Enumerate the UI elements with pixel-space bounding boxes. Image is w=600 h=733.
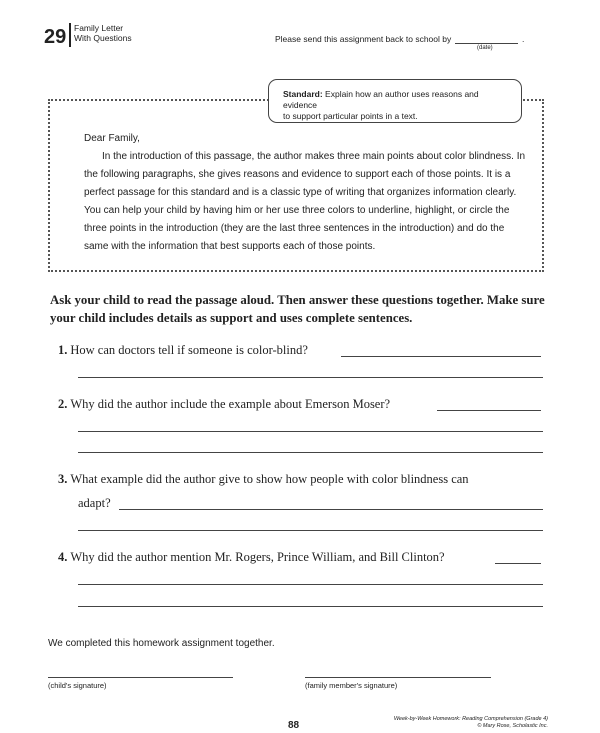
question-number: 1. [58,343,68,357]
question-number: 2. [58,397,68,411]
date-field[interactable] [455,43,518,44]
question-2 [58,397,390,412]
assignment-number: 29 [44,26,67,48]
header-divider [69,23,71,47]
standard-box [268,79,522,123]
child-signature-label: (child's signature) [48,681,107,690]
question-text: Why did the author mention Mr. Rogers, Prince William, and Bill Clinton? [70,550,445,564]
question-number: 4. [58,550,68,564]
footer-book: Week-by-Week Homework: Reading Comprehension (Grade 4) [393,716,548,722]
question-3-continued: adapt? [78,496,111,510]
date-label: (date) [477,45,493,51]
answer-line[interactable] [437,410,541,411]
page-number: 88 [288,720,300,731]
question-1 [58,343,308,358]
title-line-2: With Questions [74,33,132,43]
standard-text-1: Explain how an author uses reasons and evidence [283,89,479,110]
footer-copyright: © Mary Rose, Scholastic Inc. [477,723,548,729]
answer-line[interactable] [78,431,543,432]
title-line-1: Family Letter [74,23,124,33]
question-3 [58,472,469,487]
standard-text-2: to support particular points in a text. [283,111,418,121]
family-signature-label: (family member's signature) [305,681,398,690]
page-title [74,23,132,43]
question-text: What example did the author give to show how people with color blindness can [70,472,469,486]
question-text: How can doctors tell if someone is color-blind? [70,343,308,357]
letter-body: In the introduction of this passage, the author makes three main points about color blindness. In the following paragraphs, she gives reasons and evidence to support each of those points. It is a perfect passage for this standard and is a classic type of writing that organizes information clearly. You can help your child by having him or her use three colors to underline, highlight, or circle the three points in the introduction (they are the last three sentences in the introduction) and do the same with the information that best supports each of those points. [84,151,526,252]
letter-greeting: Dear Family, [84,133,140,144]
answer-line[interactable] [78,452,543,453]
question-number: 3. [58,472,68,486]
answer-line[interactable] [119,509,543,510]
family-letter [84,130,530,256]
answer-line[interactable] [341,356,541,357]
question-4 [58,550,445,565]
date-period: . [522,34,525,44]
standard-label: Standard: [283,89,323,99]
family-signature-line[interactable] [305,677,491,678]
send-back-text: Please send this assignment back to school by [275,34,452,44]
instructions: Ask your child to read the passage aloud. Then answer these questions together. Make sure your child includes details as support and uses complete sentences. [50,293,545,325]
answer-line[interactable] [495,563,541,564]
footer-credit [370,716,548,730]
completion-statement: We completed this homework assignment together. [48,638,275,649]
answer-line[interactable] [78,584,543,585]
question-text: Why did the author include the example about Emerson Moser? [70,397,391,411]
answer-line[interactable] [78,377,543,378]
answer-line[interactable] [78,530,543,531]
child-signature-line[interactable] [48,677,233,678]
answer-line[interactable] [78,606,543,607]
